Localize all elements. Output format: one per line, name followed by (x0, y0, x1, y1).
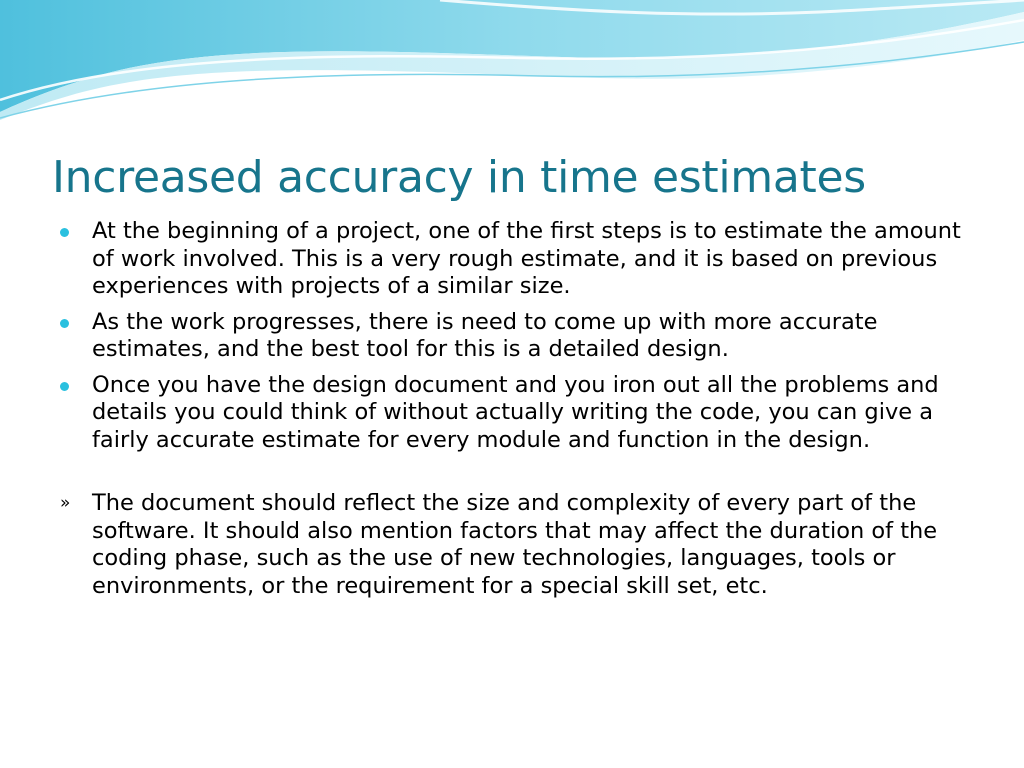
bullet-dot-icon (60, 382, 69, 391)
bullet-item (56, 309, 986, 364)
bullet-item (56, 218, 986, 301)
bullet-text: Once you have the design document and you iron out all the problems and details you could think of without actually writing the code, you can give a fairly accurate estimate for every module and function in the design. (92, 371, 939, 453)
sub-bullet-item (56, 490, 986, 600)
sub-bullet-text: The document should reflect the size and complexity of every part of the software. It should also mention factors that may affect the duration of the coding phase, such as the use of new technologies, languages, tools or environments, or the requirement for a special skill set, etc. (92, 490, 938, 599)
bullet-dot-icon (60, 319, 69, 328)
bullet-text: At the beginning of a project, one of the first steps is to estimate the amount of work involved. This is a very rough estimate, and it is based on previous experiences with projects of a similar size. (92, 218, 961, 299)
bullet-text: As the work progresses, there is need to come up with more accurate estimates, and the best tool for this is a detailed design. (92, 308, 878, 362)
header-wave-decoration (0, 0, 1024, 130)
bullet-dot-icon (60, 228, 69, 237)
slide-title: Increased accuracy in time estimates (52, 152, 866, 203)
bullet-list (56, 218, 986, 600)
bullet-item (56, 372, 986, 455)
double-chevron-icon: » (60, 493, 71, 513)
